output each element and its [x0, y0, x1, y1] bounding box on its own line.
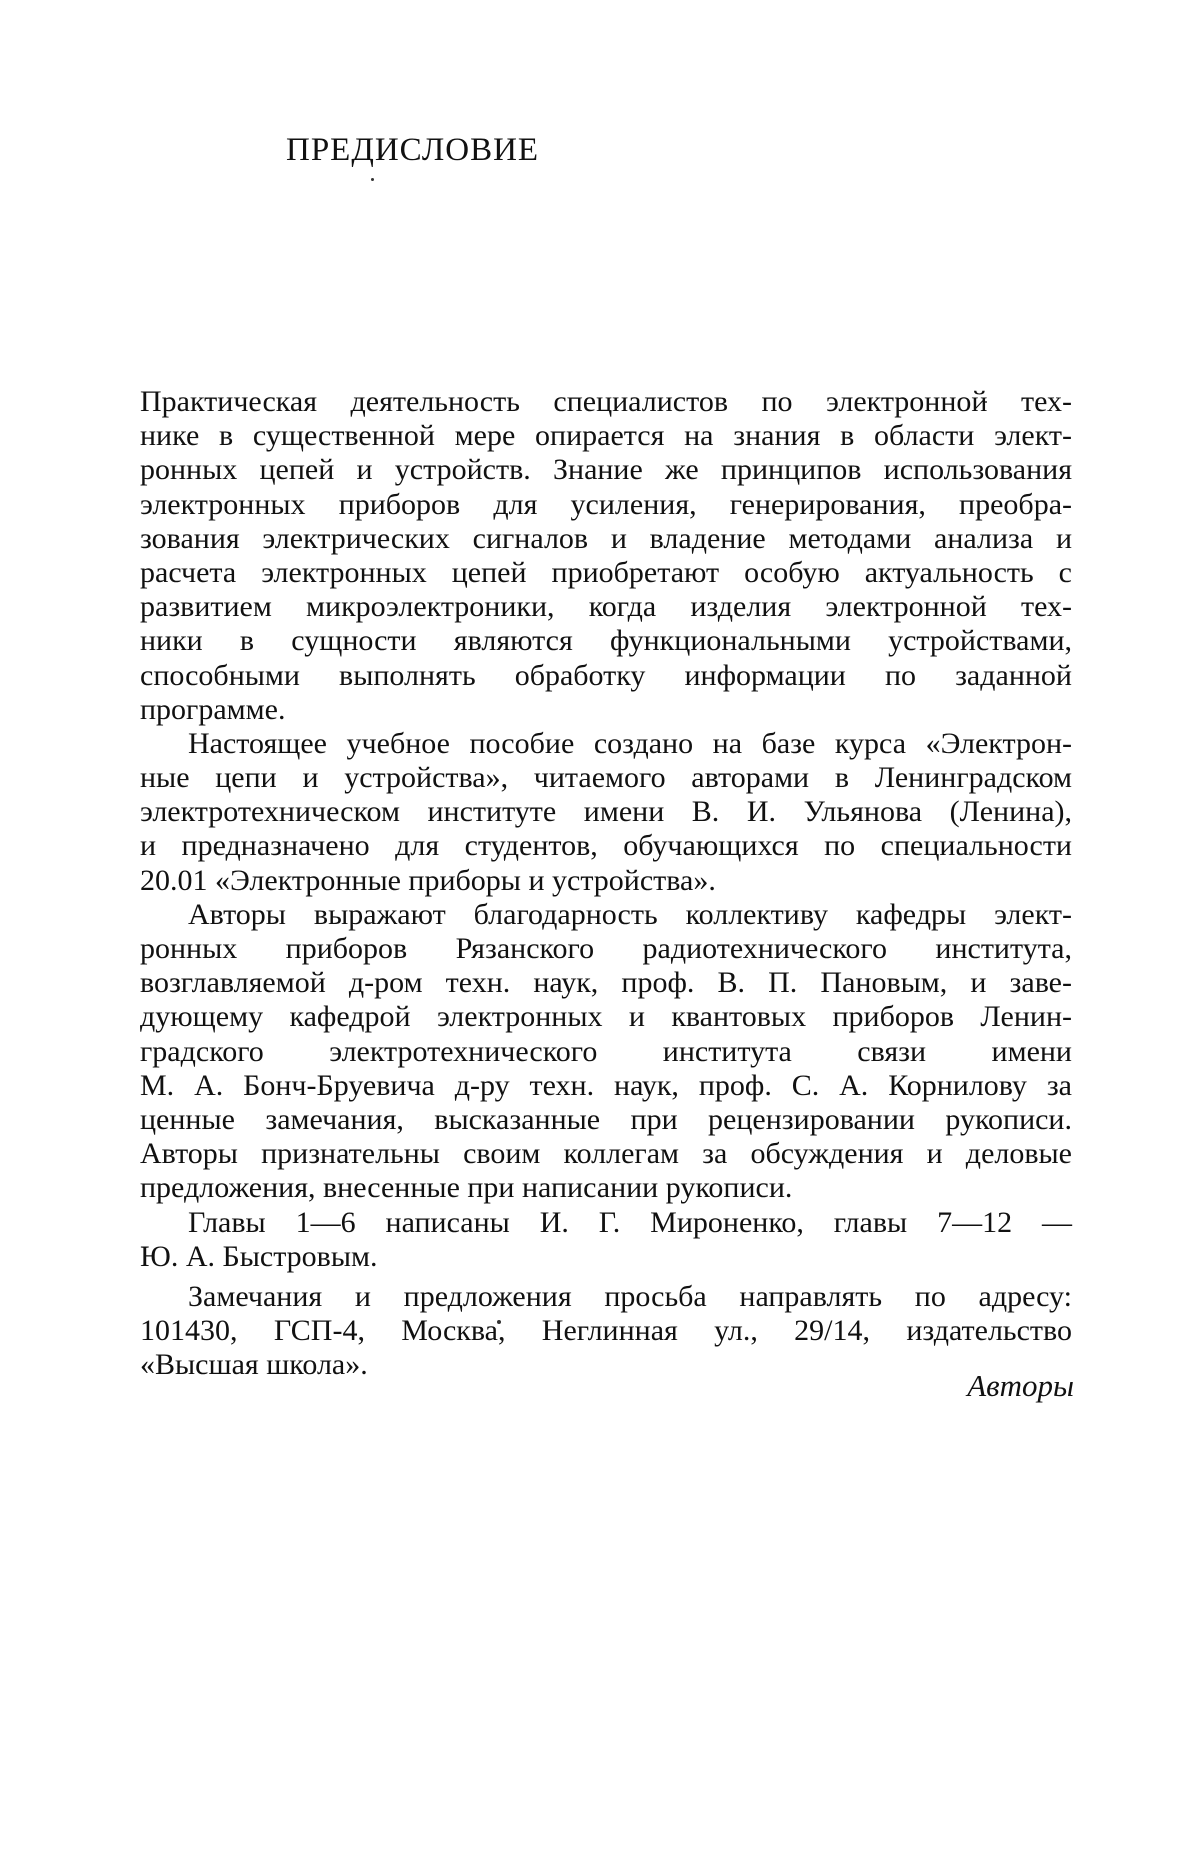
text-line: ронных цепей и устройств. Знание же принципов использования [140, 453, 1072, 487]
text-line: ники в сущности являются функциональными устройствами, [140, 624, 1072, 658]
text-line: 20.01 «Электронные приборы и устройства». [140, 864, 1072, 898]
text-line: Главы 1—6 написаны И. Г. Мироненко, главы 7—12 — [140, 1206, 1072, 1240]
text-line: 101430, ГСП-4, Москва, Неглинная ул., 29/14, издательство [140, 1314, 1072, 1348]
text-line: возглавляемой д-ром техн. наук, проф. В. П. Пановым, и заве- [140, 966, 1072, 1000]
print-speck [371, 178, 374, 181]
page-title: ПРЕДИСЛОВИЕ [286, 132, 539, 169]
text-line: электротехническом институте имени В. И. Ульянова (Ленина), [140, 795, 1072, 829]
text-line: ные цепи и устройства», читаемого авторами в Ленинградском [140, 761, 1072, 795]
text-line: развитием микроэлектроники, когда изделия электронной тех- [140, 590, 1072, 624]
signature: Авторы [967, 1368, 1074, 1404]
text-line: Авторы выражают благодарность коллективу кафедры элект- [140, 898, 1072, 932]
print-speck [497, 1320, 501, 1324]
text-line: электронных приборов для усиления, генерирования, преобра- [140, 488, 1072, 522]
text-line: ценные замечания, высказанные при рецензировании рукописи. [140, 1103, 1072, 1137]
text-line: расчета электронных цепей приобретают особую актуальность с [140, 556, 1072, 590]
text-line: «Высшая школа». [140, 1348, 1072, 1382]
paragraph [140, 1206, 1072, 1274]
text-line: программе. [140, 693, 1072, 727]
text-line: нике в существенной мере опирается на знания в области элект- [140, 419, 1072, 453]
text-line: Замечания и предложения просьба направлять по адресу: [140, 1280, 1072, 1314]
text-line: ронных приборов Рязанского радиотехнического института, [140, 932, 1072, 966]
text-line: дующему кафедрой электронных и квантовых приборов Ленин- [140, 1000, 1072, 1034]
text-line: М. А. Бонч-Бруевича д-ру техн. наук, проф. С. А. Корнилову за [140, 1069, 1072, 1103]
preface-body [140, 385, 1072, 1382]
text-line: и предназначено для студентов, обучающихся по специальности [140, 829, 1072, 863]
paragraph [140, 1280, 1072, 1383]
text-line: зования электрических сигналов и владение методами анализа и [140, 522, 1072, 556]
text-line: Авторы признательны своим коллегам за обсуждения и деловые [140, 1137, 1072, 1171]
text-line: градского электротехнического института связи имени [140, 1035, 1072, 1069]
paragraph [140, 385, 1072, 727]
text-line: Практическая деятельность специалистов по электронной тех- [140, 385, 1072, 419]
text-line: Ю. А. Быстровым. [140, 1240, 1072, 1274]
text-line: предложения, внесенные при написании рукописи. [140, 1171, 1072, 1205]
text-line: Настоящее учебное пособие создано на базе курса «Электрон- [140, 727, 1072, 761]
text-line: способными выполнять обработку информации по заданной [140, 659, 1072, 693]
document-page [0, 0, 1200, 1869]
paragraph [140, 898, 1072, 1206]
paragraph [140, 727, 1072, 898]
